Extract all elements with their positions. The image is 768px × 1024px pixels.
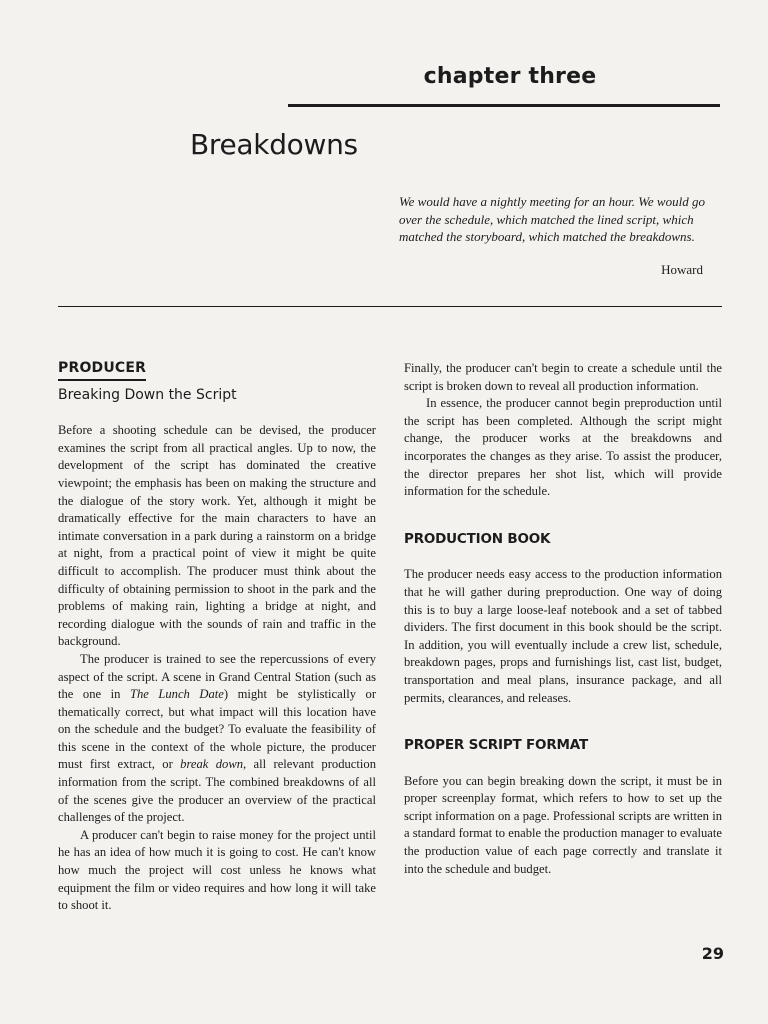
paragraph-text: ) might be stylistically or thematically correct, but what impact will this location have on the schedule and the budget? To evaluate the feasibility of this scene in the context of the whole picture, the producer must first extract, or [58, 687, 377, 772]
emphasized-term: break down [180, 757, 244, 772]
paragraph [58, 651, 376, 827]
section-divider [58, 306, 722, 307]
epigraph-author: Howard [661, 262, 703, 277]
right-column [404, 360, 722, 878]
chapter-title: Breakdowns [190, 128, 358, 161]
paragraph: In essence, the producer cannot begin preproduction until the script has been completed. Although the script might change, the producer works at the breakdowns and incorporates the changes as they arise. To assist the producer, the director prepares her shot list, which will provide information for the schedule. [404, 396, 722, 499]
paragraph: The producer needs easy access to the production information that he will gather during preproduction. One way of doing this is to buy a large loose-leaf notebook and a set of tabbed dividers. The first document in this book should be the script. In addition, you will eventually include a crew list, schedule, breakdown pages, props and furnishings list, cast list, budget, transportation and meal plans, insurance package, and all permits, clearances, and releases. [404, 567, 722, 705]
section-heading-script-format: PROPER SCRIPT FORMAT [404, 737, 588, 754]
paragraph: Finally, the producer can't begin to create a schedule until the script is broken down to reveal all production information. [404, 361, 722, 393]
section-heading-production-book: PRODUCTION BOOK [404, 530, 551, 547]
paragraph: Before you can begin breaking down the script, it must be in proper screenplay format, which refers to how to set up the script information on a page. Professional scripts are written in a standard format to enable the production manager to evaluate the production value of each page correctly and translate it into the schedule and budget. [404, 773, 722, 876]
epigraph-quote: We would have a nightly meeting for an hour. We would go over the schedule, which matched the lined script, which matched the storyboard, which matched the breakdowns. [399, 194, 705, 244]
page-number: 29 [701, 944, 724, 963]
left-column [58, 360, 376, 915]
paragraph: A producer can't begin to raise money for the project until he has an idea of how much it is going to cost. He can't know how much the project will cost unless he knows what equipment the film or video requires and how long it will take to shoot it. [58, 827, 376, 913]
film-title: The Lunch Date [129, 687, 224, 702]
section-heading-producer: PRODUCER [58, 360, 146, 381]
subheading-breaking-down: Breaking Down the Script [58, 386, 237, 403]
chapter-rule [288, 104, 720, 107]
chapter-label: chapter three [423, 64, 597, 89]
paragraph-text: , all relevant production information from the script. The combined breakdowns of all of the scenes give the producer an overview of the practical challenges of the project. [58, 757, 376, 825]
paragraph: Before a shooting schedule can be devised, the producer examines the script from all practical angles. Up to now, the development of the script has dominated the creative viewpoint; the emphasis has been on making the structure and the dialogue of the story work. Yet, although it might be dramatically effective for the main characters to have an intimate conversation in a park during a rainstorm on a bridge at night, from a practical point of view it might be quite difficult to accomplish. The producer must think about the difficulty of obtaining permission to shoot in the park and the problems of making rain, lighting a bridge at night, and recording dialogue with the sounds of rain and traffic in the background. [58, 423, 376, 649]
paragraph-text: The producer is trained to see the repercussions of every aspect of the script. A scene in Grand Central Station (such as the one in [58, 651, 376, 702]
